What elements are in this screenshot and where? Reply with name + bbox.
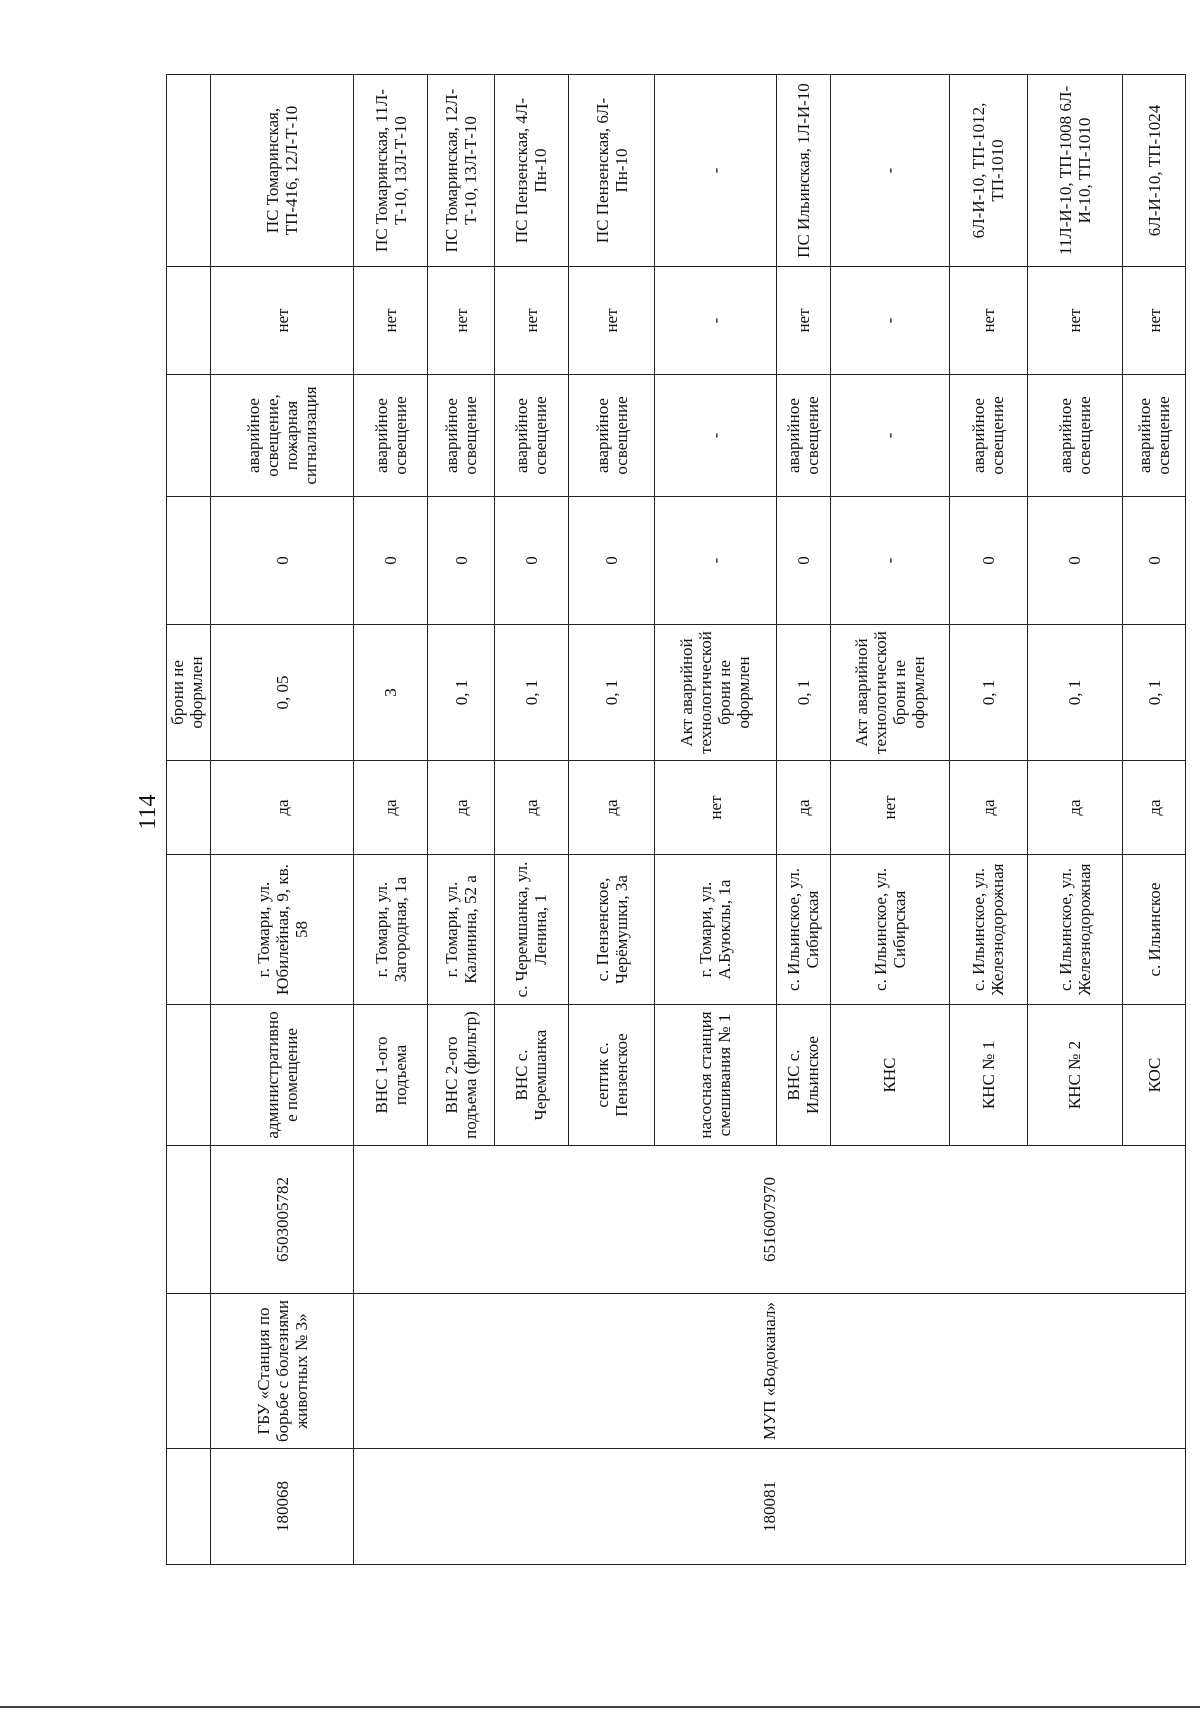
header-cell — [167, 1146, 211, 1294]
object-cell: административное помещение — [211, 1005, 354, 1146]
header-cell — [167, 497, 211, 625]
gen-cell: нет — [949, 267, 1027, 375]
value-cell: 0, 1 — [1123, 625, 1186, 761]
object-cell: КНС № 2 — [1027, 1005, 1122, 1146]
value-cell: 0, 1 — [427, 625, 494, 761]
header-cell — [167, 375, 211, 497]
header-cell — [167, 1294, 211, 1449]
source-cell: ПС Томаринская, 11Л-Т-10, 13Л-Т-10 — [354, 75, 428, 267]
code-cell: 180081 — [354, 1449, 1186, 1565]
equipment-cell: аварийное освещение — [427, 375, 494, 497]
gen-cell: нет — [776, 267, 830, 375]
flag-cell: да — [427, 761, 494, 855]
object-cell: КНС № 1 — [949, 1005, 1027, 1146]
equipment-cell: аварийное освещение — [1123, 375, 1186, 497]
table-row — [211, 75, 354, 1565]
value-cell: 0, 1 — [949, 625, 1027, 761]
gen-cell: нет — [568, 267, 655, 375]
rotated-table-wrapper — [166, 75, 1186, 1565]
source-cell: ПС Томаринская, ТП-416, 12Л-Т-10 — [211, 75, 354, 267]
header-cell — [167, 1449, 211, 1565]
gen-cell: нет — [1027, 267, 1122, 375]
header-cell — [167, 1005, 211, 1146]
object-cell: ВНС 1-ого подъема — [354, 1005, 428, 1146]
address-cell: г. Томари, ул. А.Буюклы, 1а — [655, 855, 776, 1005]
object-cell: КОС — [1123, 1005, 1186, 1146]
address-cell: с. Ильинское, ул. Железнодорожная — [949, 855, 1027, 1005]
equipment-cell: аварийное освещение, пожарная сигнализация — [211, 375, 354, 497]
flag-cell: нет — [655, 761, 776, 855]
address-cell: с. Ильинское, ул. Сибирская — [830, 855, 949, 1005]
value-cell: 0, 1 — [568, 625, 655, 761]
address-cell: с. Черемшанка, ул. Ленина, 1 — [495, 855, 569, 1005]
value-cell: Акт аварийной технологической брони не оформлен — [830, 625, 949, 761]
flag-cell: да — [776, 761, 830, 855]
object-cell: ВНС 2-ого подъема (фильтр) — [427, 1005, 494, 1146]
gen-cell: - — [655, 267, 776, 375]
flag-cell: да — [1027, 761, 1122, 855]
zero-cell: 0 — [427, 497, 494, 625]
zero-cell: 0 — [776, 497, 830, 625]
value-cell: 3 — [354, 625, 428, 761]
flag-cell: да — [949, 761, 1027, 855]
header-cell — [167, 855, 211, 1005]
source-cell: 6Л-И-10, ТП-1012, ТП-1010 — [949, 75, 1027, 267]
source-cell: ПС Ильинская, 1Л-И-10 — [776, 75, 830, 267]
object-cell: ВНС с. Ильинское — [776, 1005, 830, 1146]
source-cell: 11Л-И-10, ТП-1008 6Л-И-10, ТП-1010 — [1027, 75, 1122, 267]
inn-cell: 6503005782 — [211, 1146, 354, 1294]
org-cell: МУП «Водоканал» — [354, 1294, 1186, 1449]
table-row — [354, 75, 428, 1565]
address-cell: с. Ильинское, ул. Железнодорожная — [1027, 855, 1122, 1005]
value-cell: 0, 1 — [495, 625, 569, 761]
value-cell: 0, 1 — [776, 625, 830, 761]
object-cell: КНС — [830, 1005, 949, 1146]
equipment-cell: - — [655, 375, 776, 497]
value-cell: Акт аварийной технологической брони не оформлен — [655, 625, 776, 761]
flag-cell: нет — [830, 761, 949, 855]
header-cell — [167, 761, 211, 855]
zero-cell: 0 — [211, 497, 354, 625]
zero-cell: 0 — [949, 497, 1027, 625]
equipment-cell: аварийное освещение — [776, 375, 830, 497]
address-cell: с. Ильинское, ул. Сибирская — [776, 855, 830, 1005]
flag-cell: да — [568, 761, 655, 855]
zero-cell: 0 — [495, 497, 569, 625]
zero-cell: 0 — [1123, 497, 1186, 625]
gen-cell: нет — [354, 267, 428, 375]
gen-cell: нет — [495, 267, 569, 375]
scan-edge-line — [0, 1706, 1200, 1708]
gen-cell: нет — [211, 267, 354, 375]
table-header-row — [167, 75, 211, 1565]
equipment-cell: аварийное освещение — [354, 375, 428, 497]
address-cell: с. Пензенское, Черёмушки, 3а — [568, 855, 655, 1005]
address-cell: г. Томари, ул. Загородная, 1а — [354, 855, 428, 1005]
gen-cell: нет — [1123, 267, 1186, 375]
code-cell: 180068 — [211, 1449, 354, 1565]
header-cell: брони не оформлен — [167, 625, 211, 761]
address-cell: г. Томари, ул. Калинина, 52 а — [427, 855, 494, 1005]
object-cell: септик с. Пензенское — [568, 1005, 655, 1146]
object-cell: насосная станция смешивания № 1 — [655, 1005, 776, 1146]
zero-cell: - — [655, 497, 776, 625]
zero-cell: - — [830, 497, 949, 625]
header-cell — [167, 267, 211, 375]
value-cell: 0, 1 — [1027, 625, 1122, 761]
equipment-cell: аварийное освещение — [1027, 375, 1122, 497]
data-table — [166, 74, 1186, 1565]
zero-cell: 0 — [568, 497, 655, 625]
source-cell: ПС Пензенская, 4Л-Пн-10 — [495, 75, 569, 267]
source-cell: - — [655, 75, 776, 267]
source-cell: 6Л-И-10, ТП-1024 — [1123, 75, 1186, 267]
source-cell: - — [830, 75, 949, 267]
header-cell — [167, 75, 211, 267]
flag-cell: да — [211, 761, 354, 855]
value-cell: 0, 05 — [211, 625, 354, 761]
flag-cell: да — [1123, 761, 1186, 855]
equipment-cell: аварийное освещение — [568, 375, 655, 497]
equipment-cell: - — [830, 375, 949, 497]
address-cell: г. Томари, ул. Юбилейная, 9, кв. 58 — [211, 855, 354, 1005]
zero-cell: 0 — [1027, 497, 1122, 625]
address-cell: с. Ильинское — [1123, 855, 1186, 1005]
object-cell: ВНС с. Черемшанка — [495, 1005, 569, 1146]
gen-cell: нет — [427, 267, 494, 375]
gen-cell: - — [830, 267, 949, 375]
zero-cell: 0 — [354, 497, 428, 625]
source-cell: ПС Томаринская, 12Л-Т-10, 13Л-Т-10 — [427, 75, 494, 267]
equipment-cell: аварийное освещение — [495, 375, 569, 497]
flag-cell: да — [354, 761, 428, 855]
source-cell: ПС Пензенская, 6Л-Пн-10 — [568, 75, 655, 267]
flag-cell: да — [495, 761, 569, 855]
equipment-cell: аварийное освещение — [949, 375, 1027, 497]
page-number: 114 — [135, 794, 161, 830]
org-cell: ГБУ «Станция по борьбе с болезнями животных № 3» — [211, 1294, 354, 1449]
inn-cell: 6516007970 — [354, 1146, 1186, 1294]
